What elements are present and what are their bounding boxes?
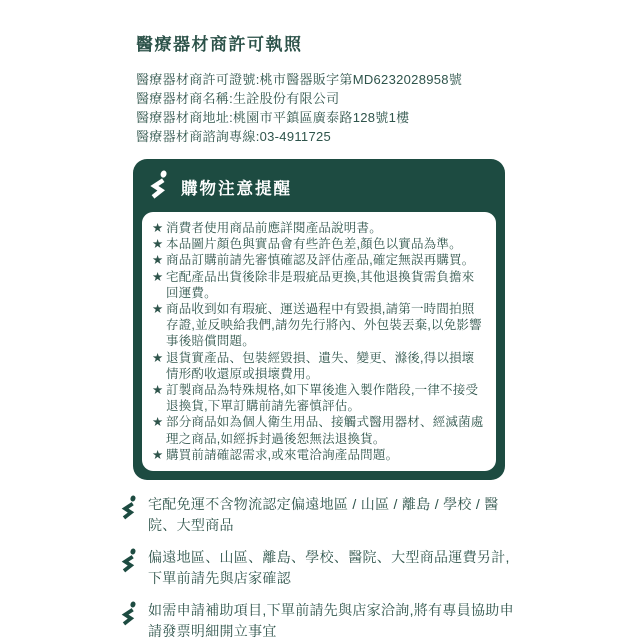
star-bullet: ★ bbox=[152, 269, 164, 284]
notice-item: ★ 消費者使用商品前應詳閱產品說明書。 bbox=[152, 221, 382, 235]
brand-squiggle-icon bbox=[119, 546, 140, 577]
star-bullet: ★ bbox=[152, 253, 164, 268]
page-title: 醫療器材商許可執照 bbox=[136, 35, 303, 54]
notice-panel bbox=[142, 212, 496, 471]
footer-note-remote-fee: 偏遠地區、山區、離島、學校、醫院、大型商品運費另計,下單前請先與店家確認 bbox=[119, 546, 519, 588]
notice-item: ★ 商品收到如有瑕疵、運送過程中有毀損,請第一時間拍照存證,並反映給我們,請勿先行將內、外包裝丟棄,以免影響事後賠償問題。 bbox=[152, 302, 482, 349]
brand-squiggle-icon bbox=[147, 170, 172, 204]
notice-item: ★ 部分商品如為個人衛生用品、接觸式醫用器材、經滅菌處理之商品,如經拆封過後恕無法退換貨。 bbox=[152, 415, 484, 446]
star-bullet: ★ bbox=[152, 221, 164, 235]
dealer-name-line: 醫療器材商名稱:生詮股份有限公司 bbox=[136, 91, 340, 106]
footer-note-subsidy: 如需申請補助項目,下單前請先與店家洽詢,將有專員協助申請發票明細開立事宜 bbox=[119, 599, 519, 641]
notice-item: ★ 宅配產品出貨後除非是瑕疵品更換,其他退換貨需負擔來回運費。 bbox=[152, 269, 475, 300]
license-number-line: 醫療器材商許可證號:桃市醫器販字第MD6232028958號 bbox=[136, 72, 463, 87]
brand-squiggle-icon bbox=[119, 493, 140, 524]
shopping-notice-box bbox=[133, 159, 505, 480]
star-bullet: ★ bbox=[152, 302, 164, 317]
notice-item: ★ 退貨實產品、包裝經毀損、遺失、變更、滌後,得以損壞情形酌收還原或損壞費用。 bbox=[152, 350, 475, 381]
star-bullet: ★ bbox=[152, 350, 164, 365]
star-bullet: ★ bbox=[152, 383, 164, 398]
license-info bbox=[136, 70, 505, 146]
notice-item: ★ 商品訂購前請先審慎確認及評估產品,確定無誤再購買。 bbox=[152, 253, 475, 268]
notice-item: ★ 購買前請確認需求,或來電洽詢產品問題。 bbox=[152, 447, 399, 462]
notice-header bbox=[142, 167, 496, 212]
dealer-hotline-line: 醫療器材商諮詢專線:03-4911725 bbox=[136, 129, 332, 144]
star-bullet: ★ bbox=[152, 415, 164, 430]
star-bullet: ★ bbox=[152, 237, 164, 252]
notice-title: 購物注意提醒 bbox=[181, 180, 292, 198]
notice-item: ★ 本品圖片顏色與實品會有些許色差,顏色以實品為準。 bbox=[152, 237, 462, 252]
notice-item: ★ 訂製商品為特殊規格,如下單後進入製作階段,一律不接受退換貨,下單訂購前請先審慎評估。 bbox=[152, 383, 479, 414]
dealer-address-line: 醫療器材商地址:桃園市平鎮區廣泰路128號1樓 bbox=[136, 110, 410, 125]
footer-notes bbox=[119, 493, 519, 641]
brand-squiggle-icon bbox=[119, 599, 140, 630]
footer-note-shipping: 宅配免運不含物流認定偏遠地區 / 山區 / 離島 / 學校 / 醫院、大型商品 bbox=[119, 493, 519, 535]
star-bullet: ★ bbox=[152, 447, 164, 462]
